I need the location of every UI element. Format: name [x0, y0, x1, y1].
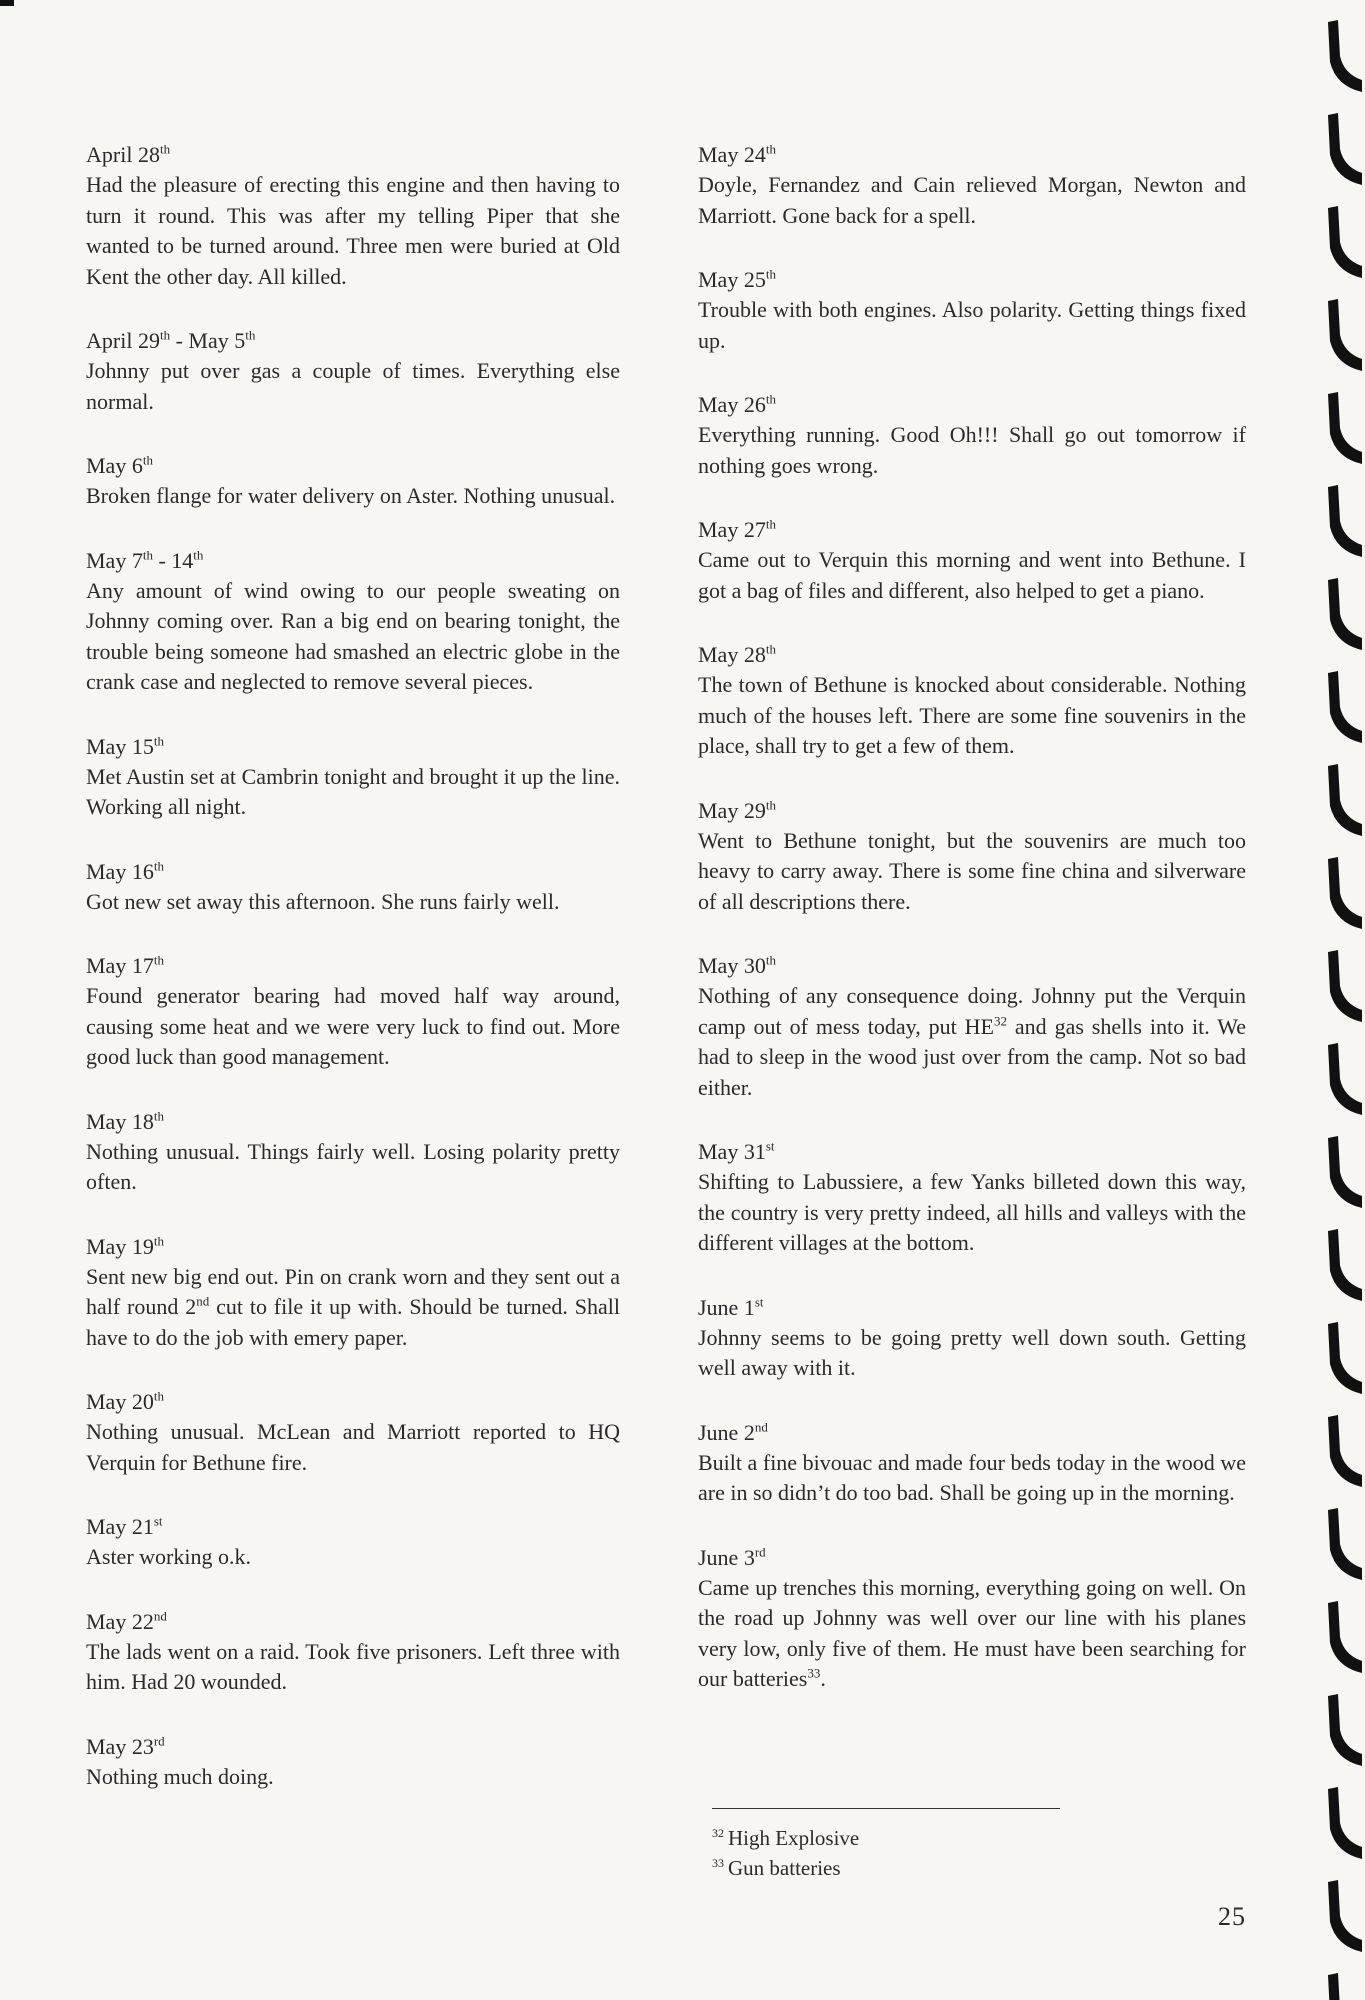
footnote-divider — [712, 1808, 1060, 1809]
date-suffix: nd — [754, 1419, 768, 1435]
footnote-text: High Explosive — [728, 1826, 860, 1850]
date-text: May 17 — [86, 953, 154, 978]
date-suffix: th — [159, 141, 171, 157]
date-suffix: st — [153, 1513, 163, 1529]
entry-date — [698, 1543, 1246, 1573]
entry-date — [86, 326, 620, 356]
entry-body: Went to Bethune tonight, but the souvenirs are much too heavy to carry away. There is some fine china and silverware of all descriptions there. — [698, 827, 1246, 914]
binding-coil — [1328, 206, 1362, 278]
binding-coil — [1328, 857, 1362, 929]
diary-entry — [698, 515, 1246, 606]
binding-coil — [1328, 20, 1362, 92]
diary-entry — [698, 796, 1246, 918]
entry-date — [86, 1512, 620, 1542]
diary-entry — [86, 140, 620, 292]
entry-body: Johnny seems to be going pretty well down south. Getting well away with it. — [698, 1324, 1246, 1380]
entry-body: Trouble with both engines. Also polarity. Getting things fixed up. — [698, 297, 1246, 353]
date-text: June 3 — [698, 1544, 755, 1570]
date-suffix: th — [153, 952, 164, 968]
date-suffix: st — [754, 1294, 764, 1310]
entry-date — [698, 1137, 1246, 1167]
date-text: May 15 — [86, 733, 154, 759]
entry-body: Everything running. Good Oh!!! Shall go out tomorrow if nothing goes wrong. — [698, 422, 1246, 478]
entry-body: Had the pleasure of erecting this engine and then having to turn it round. This was after my telling Piper that she wanted to be turned around. Three men were buried at Old Kent the other day. All killed. — [86, 172, 620, 289]
entry-date — [698, 140, 1246, 170]
entry-text: cut to file it up with. Should be turned. Shall have to do the job with emery paper. — [86, 1294, 620, 1350]
entry-text: Sent new big end out. Pin on crank worn and they sent out a half round 2 — [86, 1263, 620, 1319]
date-text: - 14 — [152, 547, 194, 573]
diary-entry — [86, 451, 620, 512]
entry-body: The town of Bethune is knocked about considerable. Nothing much of the houses left. There are some fine souvenirs in the place, shall try to get a few of them. — [698, 672, 1246, 758]
diary-entry — [698, 390, 1246, 481]
entry-date — [698, 515, 1246, 545]
entry-body: The lads went on a raid. Took five prisoners. Left three with him. Had 20 wounded. — [86, 1638, 620, 1694]
entry-date — [698, 796, 1246, 826]
binding-coil — [1328, 950, 1362, 1022]
date-text: May 21 — [86, 1514, 154, 1539]
date-text: May 18 — [86, 1108, 154, 1134]
binding-coil — [1328, 113, 1362, 185]
diary-entry — [698, 140, 1246, 231]
binding-coil — [1328, 1508, 1362, 1580]
binding-coil — [1328, 1229, 1362, 1301]
date-text: May 26 — [698, 392, 766, 417]
date-suffix: th — [765, 516, 776, 532]
diary-entry — [86, 1387, 620, 1478]
date-suffix: th — [153, 1388, 164, 1404]
date-suffix: th — [153, 1108, 164, 1124]
diary-entry — [86, 546, 620, 698]
superscript: 32 — [993, 1013, 1007, 1029]
date-text: May 24 — [698, 142, 766, 167]
entry-body: Came out to Verquin this morning and went into Bethune. I got a bag of files and different, also helped to get a piano. — [698, 547, 1246, 603]
date-text: May 7 — [86, 547, 143, 573]
date-text: May 27 — [698, 517, 766, 542]
entry-body: Shifting to Labussiere, a few Yanks billeted down this way, the country is very pretty indeed, all hills and valleys with the different villages at the bottom. — [698, 1169, 1246, 1255]
entry-body — [86, 1262, 620, 1354]
entry-date — [698, 1418, 1246, 1448]
entry-body: Nothing unusual. Things fairly well. Losing polarity pretty often. — [86, 1138, 620, 1194]
entry-date — [86, 857, 620, 887]
date-suffix: th — [153, 1233, 164, 1249]
page-number: 25 — [1218, 1902, 1246, 1931]
binding-coil — [1328, 299, 1362, 371]
entry-body: Met Austin set at Cambrin tonight and brought it up the line. Working all night. — [86, 763, 620, 819]
diary-entry — [698, 1137, 1246, 1259]
diary-entry — [698, 951, 1246, 1103]
entry-date — [86, 1387, 620, 1417]
entry-body — [698, 1573, 1246, 1695]
diary-entry — [86, 857, 620, 918]
date-suffix: th — [159, 327, 171, 343]
entry-date — [86, 451, 620, 481]
binding-coil — [1328, 1043, 1362, 1115]
date-text: May 30 — [698, 953, 766, 978]
date-suffix: th — [765, 952, 776, 968]
footnote-text: Gun batteries — [728, 1856, 841, 1880]
diary-entry — [698, 1418, 1246, 1509]
binding-coil — [1328, 1787, 1362, 1859]
entry-body: Aster working o.k. — [86, 1544, 251, 1569]
diary-entry — [698, 1293, 1246, 1384]
date-suffix: th — [193, 547, 204, 563]
date-text: May 28 — [698, 642, 766, 667]
diary-entry — [86, 1512, 620, 1573]
date-text: June 2 — [698, 1419, 755, 1445]
entry-date — [86, 140, 620, 170]
date-suffix: nd — [153, 1608, 167, 1624]
spiral-binding — [1322, 0, 1365, 2000]
date-text: June 1 — [698, 1294, 755, 1320]
binding-coil — [1328, 392, 1362, 464]
right-column — [698, 140, 1246, 1729]
diary-entry — [86, 732, 620, 823]
date-suffix: th — [142, 452, 153, 468]
date-suffix: th — [153, 733, 164, 749]
date-suffix: rd — [754, 1544, 766, 1560]
left-column — [86, 140, 620, 1826]
footnote-number: 32 — [712, 1826, 724, 1840]
diary-entry — [86, 326, 620, 417]
binding-coil — [1328, 1973, 1362, 2000]
entry-body: Got new set away this afternoon. She runs fairly well. — [86, 888, 560, 914]
date-text: May 31 — [698, 1139, 766, 1164]
diary-entry — [86, 1232, 620, 1354]
entry-date — [698, 265, 1246, 295]
date-text: April 28 — [86, 142, 160, 167]
superscript: 33 — [807, 1665, 821, 1681]
diary-entry — [86, 1732, 620, 1793]
date-text: - May 5 — [170, 328, 246, 353]
entry-date — [86, 951, 620, 981]
entry-date — [86, 1607, 620, 1637]
entry-body: Nothing unusual. McLean and Marriott reported to HQ Verquin for Bethune fire. — [86, 1419, 620, 1475]
date-suffix: rd — [153, 1733, 165, 1749]
diary-entry — [86, 1107, 620, 1198]
entry-date — [86, 1732, 620, 1762]
entry-body: Johnny put over gas a couple of times. Everything else normal. — [86, 358, 620, 414]
date-text: May 16 — [86, 858, 154, 884]
entry-body: Any amount of wind owing to our people sweating on Johnny coming over. Ran a big end on bearing tonight, the trouble being someone had smashed an electric globe in the crank case and neglected to remove several pieces. — [86, 577, 620, 694]
scan-corner-mark — [0, 0, 14, 6]
footnote-33 — [712, 1853, 1172, 1883]
binding-coil — [1328, 485, 1362, 557]
date-text: May 23 — [86, 1733, 154, 1759]
binding-coil — [1328, 1136, 1362, 1208]
date-text: May 25 — [698, 267, 766, 292]
binding-coil — [1328, 578, 1362, 650]
binding-coil — [1328, 1880, 1362, 1952]
date-suffix: th — [142, 547, 153, 563]
binding-coil — [1328, 1415, 1362, 1487]
entry-date — [86, 546, 620, 576]
date-suffix: th — [765, 391, 776, 407]
date-suffix: th — [765, 141, 776, 157]
entry-date — [698, 640, 1246, 670]
footnote-32 — [712, 1823, 1172, 1853]
diary-entry — [86, 1607, 620, 1698]
entry-date — [698, 390, 1246, 420]
entry-date — [86, 1232, 620, 1262]
entry-date — [86, 1107, 620, 1137]
entry-date — [698, 951, 1246, 981]
binding-coil — [1328, 1601, 1362, 1673]
date-text: May 22 — [86, 1608, 154, 1634]
binding-coil — [1328, 764, 1362, 836]
date-text: May 29 — [698, 797, 766, 823]
entry-body: Found generator bearing had moved half way around, causing some heat and we were very luck to find out. More good luck than good management. — [86, 983, 620, 1069]
entry-text: and gas shells into it. We had to sleep in the wood just over from the camp. Not so bad either. — [698, 1013, 1246, 1100]
date-suffix: th — [765, 641, 776, 657]
entry-body: Doyle, Fernandez and Cain relieved Morgan, Newton and Marriott. Gone back for a spell. — [698, 172, 1246, 228]
date-text: May 20 — [86, 1389, 154, 1414]
date-suffix: th — [765, 797, 776, 813]
entry-body: Built a fine bivouac and made four beds today in the wood we are in so didn’t do too bad. Shall be going up in the morning. — [698, 1449, 1246, 1505]
diary-entry — [698, 640, 1246, 762]
superscript: nd — [196, 1293, 210, 1309]
date-suffix: th — [245, 327, 256, 343]
entry-date — [86, 732, 620, 762]
binding-coil — [1328, 671, 1362, 743]
date-suffix: st — [765, 1138, 775, 1154]
entry-body — [698, 981, 1246, 1103]
date-text: May 19 — [86, 1233, 154, 1259]
footnote-number: 33 — [712, 1856, 724, 1870]
diary-entry — [86, 951, 620, 1073]
entry-text: Nothing of any consequence doing. Johnny put the Verquin camp out of mess today, put HE — [698, 983, 1246, 1039]
entry-body: Nothing much doing. — [86, 1763, 274, 1789]
binding-coil — [1328, 1694, 1362, 1766]
footnotes — [712, 1808, 1172, 1883]
binding-coil — [1328, 1322, 1362, 1394]
date-text: May 6 — [86, 453, 143, 478]
entry-text: . — [820, 1666, 826, 1691]
date-suffix: th — [765, 266, 776, 282]
diary-entry — [698, 1543, 1246, 1695]
entry-text: Came up trenches this morning, everything going on well. On the road up Johnny was well over our line with his planes very low, only five of them. He must have been searching for our batteries — [698, 1574, 1246, 1691]
entry-date — [698, 1293, 1246, 1323]
date-suffix: th — [153, 858, 164, 874]
date-text: April 29 — [86, 328, 160, 353]
entry-body: Broken flange for water delivery on Aster. Nothing unusual. — [86, 483, 616, 508]
diary-entry — [698, 265, 1246, 356]
